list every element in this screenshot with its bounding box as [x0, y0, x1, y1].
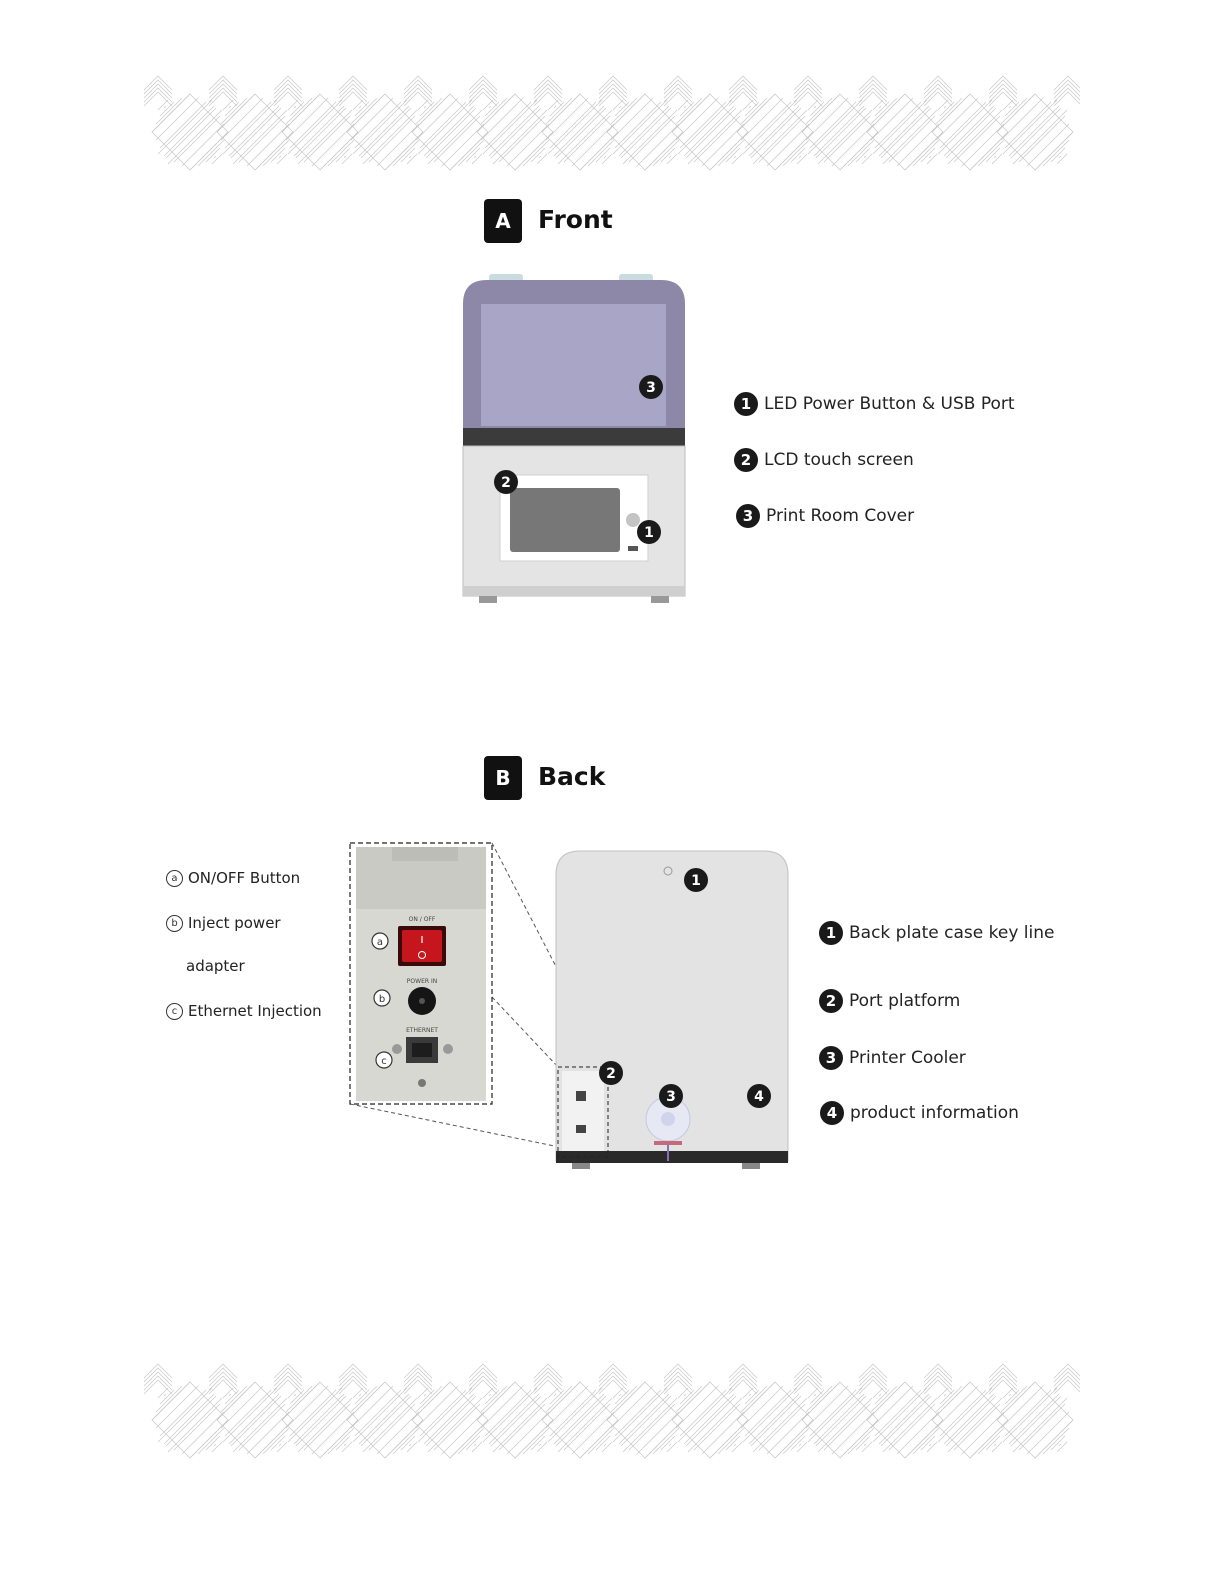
front-callout-2-number: 2	[734, 448, 758, 472]
svg-text:4: 4	[754, 1089, 764, 1105]
back-callout-1	[819, 921, 1054, 945]
svg-text:c: c	[381, 1056, 387, 1067]
section-a-heading	[484, 199, 684, 245]
back-callout-3-number: 3	[819, 1046, 843, 1070]
back-callout-4-number: 4	[820, 1101, 844, 1125]
on-off-panel-text: ON / OFF	[408, 916, 436, 923]
port-label-c-text: Ethernet Injection	[188, 1002, 322, 1020]
port-label-b-continued-text: adapter	[186, 957, 245, 975]
port-label-c	[166, 1002, 322, 1020]
back-callout-1-label: Back plate case key line	[849, 923, 1055, 943]
section-b-title: Back	[538, 762, 606, 791]
back-callout-2	[819, 989, 960, 1013]
port-label-a-letter: a	[166, 870, 183, 887]
back-callout-3	[819, 1046, 966, 1070]
svg-text:3: 3	[646, 380, 656, 396]
port-label-a-text: ON/OFF Button	[188, 869, 301, 887]
port-label-b-continued	[186, 957, 245, 975]
ethernet-panel-text: ETHERNET	[406, 1027, 438, 1034]
front-callout-2-label: LCD touch screen	[764, 450, 914, 470]
front-callout-3-label: Print Room Cover	[766, 506, 915, 526]
section-b-heading	[484, 756, 684, 802]
port-label-b-text: Inject power	[188, 914, 281, 932]
power-in-panel-text: POWER IN	[406, 978, 438, 985]
svg-text:1: 1	[644, 525, 654, 541]
back-callout-2-number: 2	[819, 989, 843, 1013]
port-label-a	[166, 869, 300, 887]
svg-text:1: 1	[691, 873, 701, 889]
front-callout-2	[734, 448, 914, 472]
section-a-title: Front	[538, 205, 613, 234]
back-callout-1-number: 1	[819, 921, 843, 945]
port-label-b-letter: b	[166, 915, 183, 932]
decorative-lattice-border-bottom	[140, 1358, 1080, 1463]
front-callout-3-number: 3	[736, 504, 760, 528]
svg-text:2: 2	[501, 475, 511, 491]
port-label-c-letter: c	[166, 1003, 183, 1020]
front-callout-1	[734, 392, 1015, 416]
section-a-badge: A	[484, 199, 522, 243]
back-callout-2-label: Port platform	[849, 991, 961, 1011]
port-label-b	[166, 914, 281, 932]
decorative-lattice-border-top	[140, 70, 1080, 175]
section-b-badge: B	[484, 756, 522, 800]
back-callout-4	[820, 1101, 1019, 1125]
svg-text:2: 2	[606, 1066, 616, 1082]
back-callout-4-label: product information	[850, 1103, 1019, 1123]
back-callout-3-label: Printer Cooler	[849, 1048, 966, 1068]
printer-back-illustration	[340, 835, 800, 1180]
front-callout-1-number: 1	[734, 392, 758, 416]
printer-front-illustration	[455, 270, 695, 610]
front-callout-3	[736, 504, 914, 528]
svg-text:b: b	[378, 994, 386, 1005]
svg-text:3: 3	[666, 1089, 676, 1105]
front-callout-1-label: LED Power Button & USB Port	[764, 394, 1015, 414]
svg-text:a: a	[376, 937, 384, 948]
